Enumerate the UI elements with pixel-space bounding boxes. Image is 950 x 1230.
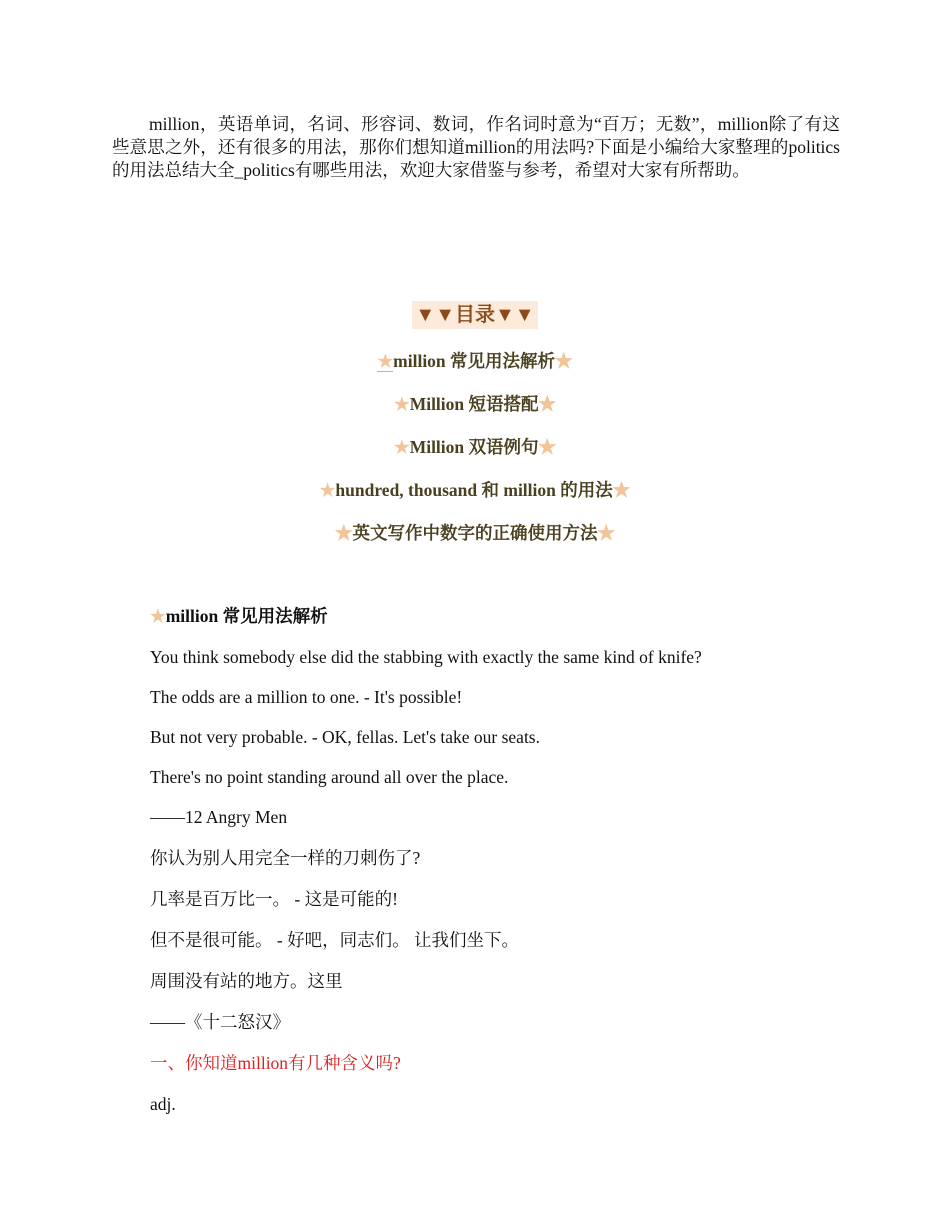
source-credit: ——12 Angry Men: [150, 807, 288, 827]
toc-item-label: hundred, thousand 和 million 的用法: [335, 480, 613, 500]
source-credit: ——《十二怒汉》: [150, 1012, 290, 1032]
star-icon: ★: [597, 523, 615, 543]
text-line: You think somebody else did the stabbing with exactly the same kind of knife?: [150, 647, 702, 667]
text-line: The odds are a million to one. - It's possible!: [150, 687, 463, 707]
star-icon: ★: [393, 437, 410, 457]
toc-item-million-usage[interactable]: [0, 350, 950, 372]
text-line: adj.: [150, 1094, 176, 1114]
text-line: There's no point standing around all over the place.: [150, 767, 509, 787]
intro-paragraph: million，英语单词，名词、形容词、数词，作名词时意为“百万；无数”，million除了有这些意思之外，还有很多的用法，那你们想知道million的用法吗?下面是小编给大家整理的politics的用法总结大全_politics有哪些用法，欢迎大家借鉴与参考，希望对大家有所帮助。: [112, 114, 840, 180]
toc-title-container: [0, 301, 950, 329]
star-icon: ★: [612, 480, 631, 500]
section-heading-label: million 常见用法解析: [165, 606, 328, 626]
toc-title: ▼▼目录▼▼: [412, 301, 537, 329]
star-icon: ★: [150, 606, 166, 626]
toc-item-label: million 常见用法解析: [393, 351, 556, 371]
toc-item-label: 英文写作中数字的正确使用方法: [352, 523, 598, 543]
toc-item-phrases[interactable]: [0, 393, 950, 415]
star-icon: ★: [393, 394, 410, 414]
star-icon: ★: [538, 394, 557, 414]
toc-item-label: Million 短语搭配: [409, 394, 539, 414]
toc-item-bilingual-examples[interactable]: [0, 436, 950, 458]
toc-item-label: Million 双语例句: [409, 437, 539, 457]
star-icon: ★: [538, 437, 557, 457]
text-line: 周围没有站的地方。这里: [150, 971, 343, 991]
text-line: 你认为别人用完全一样的刀刺伤了?: [150, 848, 421, 868]
text-line: 但不是很可能。 - 好吧，同志们。 让我们坐下。: [150, 930, 519, 950]
toc-item-numbers-in-writing[interactable]: [0, 522, 950, 544]
star-icon: ★: [335, 523, 353, 543]
star-icon: ★: [319, 480, 336, 500]
subheading: 一、你知道million有几种含义吗?: [150, 1053, 401, 1073]
toc-item-hundred-thousand-million[interactable]: [0, 479, 950, 501]
section-heading: [150, 605, 328, 627]
star-icon: ★: [555, 351, 573, 371]
text-line: 几率是百万比一。 - 这是可能的!: [150, 889, 398, 909]
text-line: But not very probable. - OK, fellas. Let's take our seats.: [150, 727, 540, 747]
star-icon: ★: [377, 351, 394, 371]
